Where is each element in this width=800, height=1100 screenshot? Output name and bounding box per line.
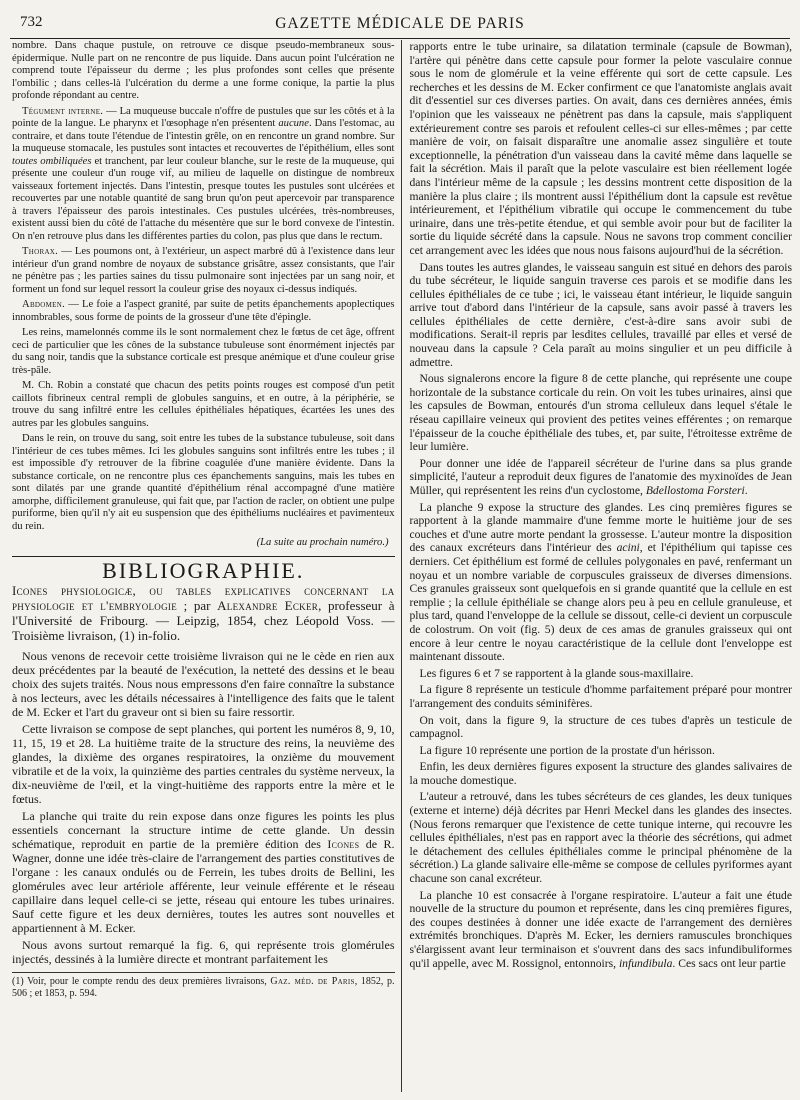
species-name: Bdellostoma Forsteri <box>645 484 745 497</box>
text-run: , professeur à l'Université de Fribourg. — Leipzig, 1854, chez Léopold Voss. — Troisième livraison, (1) in-folio. <box>12 598 395 643</box>
page-number: 732 <box>20 14 43 30</box>
paragraph <box>12 246 395 296</box>
paragraph <box>12 809 395 935</box>
journal-title: GAZETTE MÉDICALE DE PARIS <box>275 15 525 32</box>
book-author: Alexandre Ecker <box>217 598 319 613</box>
citation: Gaz. méd. de Paris <box>270 976 355 987</box>
emphasis: infundibula <box>618 956 673 970</box>
paragraph: Nous signalerons encore la figure 8 de cette planche, qui représente une coupe horizontale de la substance corticale du rein. On voit les tubes urinaires, ainsi que les capsules de Bowman, entourés d'un stroma celluleux dans lequel s'étale le réseau capillaire veineux qui provient des petites veines efférentes ; on remarque l'épaisseur de la couche épithéliale des tubes, et, par suite, l'étroitesse extrême de leur lumière. <box>409 372 792 454</box>
left-column <box>12 40 401 1092</box>
paragraph: Dans toutes les autres glandes, le vaisseau sanguin est situé en dehors des parois du tube sécréteur, le liquide sanguin traverse ces parois et se modifie dans les cellules épithéliales de ce tube ; ici, le vaisseau étant intérieur, le liquide sanguin arrive tout d'abord dans l'intérieur de la capsule, sans avoir passé à travers les cellules épithéliales de cette dernière, c'est-à-dire sans avoir subi de modifications. Serait-il repris par lesdites cellules, travaillé par elles et versé de nouveau dans la capsule ? Cela paraît au moins singulier et un peu difficile à admettre. <box>409 260 792 369</box>
text-run: . <box>744 484 748 497</box>
page-header <box>10 12 790 39</box>
paragraph: La figure 8 représente un testicule d'homme parfaitement préparé pour montrer l'arrangement des conduits séminifères. <box>409 683 792 710</box>
section-divider <box>12 556 395 557</box>
paragraph: On voit, dans la figure 9, la structure de ces tubes d'après un testicule de campagnol. <box>409 713 792 741</box>
text-run: — Les poumons ont, à l'extérieur, un aspect marbré dû à l'existence dans leur intérieur d'un grand nombre de noyaux de substance grisâtre, assez consistants, que l'air ne pénètre pas ; les parties saines du tissu pulmonaire sont injectées par un sang noir, et forment un fond sur lequel ressort la couleur grise des noyaux ci-dessus indiqués. <box>12 246 395 295</box>
book-title: Icones <box>327 837 360 851</box>
paragraph: rapports entre le tube urinaire, sa dilatation terminale (capsule de Bowman), l'artère qui pénètre dans cette capsule pour former la pelote vasculaire connue sous le nom de glomérule et la veine efférente qui sort de cette capsule. Les recherches et les dessins de M. Ecker confirment ce que l'anatomiste anglais avait dit d'essentiel sur ces diverses parties. On avait, dans ces dernières années, émis l'opinion que les vaisseaux ne pénètrent pas dans la capsule, mais s'appliquent extérieurement contre ses parois et refoulent celles-ci sur elles-mêmes ; par cette manière de voir, on faisait disparaître une anomalie assez singulière et toute exceptionnelle, la pénétration d'un vaisseau dans la cavité même dans laquelle se fait la sécrétion. Mais il paraît que la pelote vasculaire est bien réellement logée dans l'intérieur même de la capsule ; les dessins montrent cette disposition de la manière la plus claire ; ils montrent aussi l'épithélium dont la capsule est revêtue intérieurement, et l'épithélium vibratile qui occupe le commencement du tube urinaire, dans une très-petite étendue, et qui semble avoir pour but de faciliter la sortie du liquide sécrété dans la capsule. Nous ne savons trop comment concilier cet arrangement avec les idées que nous nous faisons aujourd'hui de la sécrétion. <box>409 40 792 257</box>
paragraph: Nous avons surtout remarqué la fig. 6, qui représente trois glomérules injectés, dessinés à la lumière directe et montrant parfaitement les <box>12 938 395 966</box>
footnote <box>12 972 395 1000</box>
paragraph <box>409 501 792 664</box>
emphasis: acini <box>616 541 640 555</box>
text-run: La planche 9 expose la structure des glandes. Les cinq premières figures se rapportent à la glande mammaire d'une femme morte le huitième jour de ses couches et d'une autre morte pendant la grossesse. L'auteur montre la disposition des canaux excréteurs dans l'intérieur des <box>409 500 792 555</box>
text-run: ; par <box>177 598 218 613</box>
text-run: de R. Wagner, donne une idée très-claire de l'arrangement des parties constitutives de l'organe : les canaux ondulés ou de Ferrein, les tubes droits de Bellini, les glomérules avec leur artériole afférente, leur veinule efférente et le réseau capillaire dans lequel celle-ci se jette, réseau qui entoure les tubes urinaires. Sauf cette figure et les deux dernières, toutes les autres sont nouvelles et appartiennent à M. Ecker. <box>12 837 395 935</box>
paragraph: Nous venons de recevoir cette troisième livraison qui ne le cède en rien aux deux précédentes par la beauté de l'exécution, la netteté des dessins et le beau choix des sujets traités. Nous nous empressons d'en faire connaître la substance à nos lecteurs, avec les détails nécessaires à l'intelligence des faits que le talent de M. Ecker et l'art du graveur ont si bien su faire ressortir. <box>12 649 395 719</box>
paragraph: La figure 10 représente une portion de la prostate d'un hérisson. <box>419 743 715 757</box>
paragraph <box>12 106 395 244</box>
bibliographic-reference <box>12 583 395 643</box>
text-run: , et l'épithélium qui tapisse ces derniers. Cet épithélium est formé de cellules polygonales en pavé, renfermant un noyau et un nombre variable de corpuscules graisseux de diverses dimensions. Ces granules graisseux sont quelquefois en si grande quantité que la cellule en est remplie ; la cellule épithéliale se change alors peu à peu en cellule granuleuse, et plus tard, quand l'enveloppe de la cellule se dissout, celle-ci devient un corpuscule de colostrum. On voit (fig. 5) deux de ces amas de granules graisseux qui ont encore à leur centre le noyau caractéristique de la cellule dont l'enveloppe est maintenant dissoute. <box>409 541 792 664</box>
paragraph: L'auteur a retrouvé, dans les tubes sécréteurs de ces glandes, les deux tuniques (externe et interne) déjà décrites par Henri Meckel dans les glandes des insectes. (Nous ferons remarquer que l'existence de cette tunique interne, qui recouvre les cellules épithéliales, n'est pas en rapport avec la théorie des sécrétions, qui admet le détachement des cellules épithéliales comme le principal phénomène de la sécrétion.) La glande salivaire elle-même se compose de cellules pyriformes ayant chacune son canal excréteur. <box>409 790 792 886</box>
text-run: — Le foie a l'aspect granité, par suite de petits épanchements apoplectiques innombrables, sous forme de points de la grosseur d'une tête d'épingle. <box>12 299 395 323</box>
book-title: Icones physiologicæ, ou tables explicatives concernant la physiologie et l'embryologie <box>12 583 395 613</box>
text-run: (1) Voir, pour le compte rendu des deux premières livraisons, <box>12 976 271 987</box>
text-columns <box>12 40 792 1092</box>
section-label: Abdomen. <box>22 299 66 310</box>
paragraph: Les figures 6 et 7 se rapportent à la glande sous-maxillaire. <box>419 666 694 680</box>
paragraph <box>409 457 792 498</box>
paragraph <box>409 889 792 971</box>
paragraph: Enfin, les deux dernières figures exposent la structure des glandes salivaires de la mouche domestique. <box>409 760 792 787</box>
paragraph <box>12 299 395 324</box>
continuation-note: (La suite au prochain numéro.) <box>256 537 389 548</box>
text-run: , 1852, p. 506 ; et 1853, p. 594. <box>12 976 395 999</box>
right-column <box>401 40 792 1092</box>
text-run: — La muqueuse buccale n'offre de pustules que sur les côtés et à la pointe de la langue. Le pharynx et l'œsophage n'en présentent <box>12 105 395 129</box>
section-title: BIBLIOGRAPHIE. <box>102 557 305 583</box>
paragraph: Cette livraison se compose de sept planches, qui portent les numéros 8, 9, 10, 11, 15, 19 et 28. La huitième traite de la structure des reins, la neuvième des glandes, la dixième des organes respiratoires, la onzième du mouvement vibratile et de la voix, la quinzième des parties centrales du système nerveux, la dix-neuvième de l'œil, et la vingt-huitième des rapports entre la mère et le fœtus. <box>12 722 395 806</box>
emphasis: aucune <box>278 118 309 129</box>
text-run: et tranchent, par leur couleur blanche, sur le reste de la muqueuse, qui présente une couleur d'un rouge vif, au milieu de laquelle on distingue de nombreux vaisseaux fortement injectés. Dans l'intestin, presque toutes les pustules sont ulcérées et recouvertes par une notable quantité de sang brun qu'on peut apercevoir par transparence à travers l'épaisseur des parois intestinales. Ces pustules ulcérées, très-nombreuses, existent aussi bien du côté de l'attache du mésentère que sur le bord convexe de l'intestin. On n'en retrouve plus dans les différentes parties du colon, pas plus que dans le rectum. <box>12 155 395 242</box>
paragraph: M. Ch. Robin a constaté que chacun des petits points rouges est composé d'un petit caillots fibrineux central rempli de globules sanguins, et en outre, à la périphérie, se trouve du sang infiltré entre les cellules épithéliales hépatiques, écartées les unes des autres par les globules sanguins. <box>12 380 395 429</box>
emphasis: toutes ombiliquées <box>12 155 92 167</box>
text-run: La planche qui traite du rein expose dans onze figures les points les plus essentiels concernant la structure intime de cette glande. Un dessin schématique, reproduit en partie de la première édition des <box>12 809 395 851</box>
text-run: Pour donner une idée de l'appareil sécréteur de l'urine dans sa plus grande simplicité, l'auteur a reproduit deux figures de l'anatomie des myxinoïdes de Jean Müller, qui représentent les reins d'un cyclostome, <box>409 456 792 497</box>
paragraph: Dans le rein, on trouve du sang, soit entre les tubes de la substance tubuleuse, soit dans l'intérieur de ces tubes mêmes. Ici les globules sanguins sont infiltrés entre les tubes ; il est impossible d'y retrouver de la fibrine coagulée d'une manière évidente. Dans la substance corticale, on ne rencontre plus ces épanchements sanguins, mais les tubes en sont dilatés par une grande quantité d'épithélium rénal accompagné d'une matière amorphe, difficilement granuleuse, qui fait que, par l'action de racler, on obtient une pulpe puriforme, bien qu'il n'y ait eu suspension que des épithéliums nucléaires et pavimenteux du rein. <box>12 433 395 532</box>
text-run: La planche 10 est consacrée à l'organe respiratoire. L'auteur a fait une étude nouvelle de la structure du poumon et représente, dans les cinq premières figures, des coupes destinées à donner une idée exacte de l'arrangement des dernières extrémités bronchiques. D'après M. Ecker, les derniers ramuscules bronchiques s'élargissent avant leur terminaison et s'ouvrent dans des sacs infundibuliformes qu'il appelle, avec M. Rossignol, entonnoirs, <box>409 888 792 970</box>
review-body <box>12 649 395 966</box>
text-run: . Ces sacs ont leur partie <box>672 956 786 970</box>
text-run: . Dans l'estomac, au contraire, et dans toute l'étendue de l'intestin grêle, on en rencontre un grand nombre. Sur la muqueuse stomacale, les pustules sont intactes et recouvertes de l'épithélium, elles sont <box>12 118 395 154</box>
section-label: Tégument interne. <box>22 105 104 117</box>
section-label: Thorax. <box>22 246 59 257</box>
paragraph: Les reins, mamelonnés comme ils le sont normalement chez le fœtus de cet âge, offrent ceci de particulier que les cônes de la substance tubuleuse sont énormément injectés par du sang noir, tandis que la substance corticale est presque anémique et d'une couleur grise très-pâle. <box>12 327 395 376</box>
paragraph: nombre. Dans chaque pustule, on retrouve ce disque pseudo-membraneux sous-épidermique. Nulle part on ne rencontre de pus liquide. Dans aucun point l'ulcération ne comprend toute l'épaisseur du derme ; les plus profondes sont celles que présente l'ombilic ; dans celles-là l'ulcération du derme a une forme conique, la partie la plus profonde répondant au centre. <box>12 40 395 101</box>
